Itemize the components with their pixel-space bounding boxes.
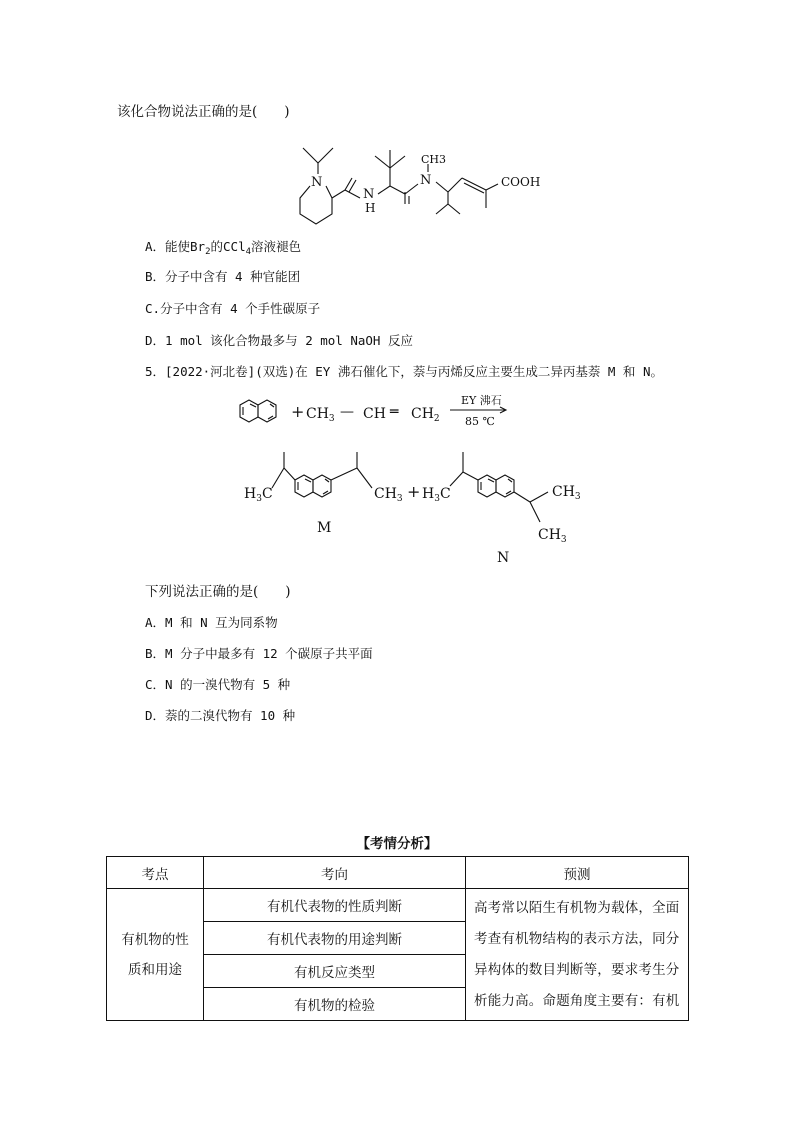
q5-label-n: N: [497, 550, 510, 566]
q5-m-ch3: $CH_3$: [374, 486, 403, 504]
q5-option-d[interactable]: D．萘的二溴代物有 10 种: [145, 708, 296, 723]
q5-option-c[interactable]: C．N 的一溴代物有 5 种: [145, 677, 291, 692]
table-row: [107, 889, 689, 922]
analysis-point-line1: 有机物的性: [121, 931, 189, 948]
direction-1: 有机代表物的性质判断: [204, 889, 466, 922]
header-direction: 考向: [204, 857, 466, 889]
q4-option-a-mid: 的: [210, 239, 224, 254]
q4-option-a-post: 溶液褪色: [251, 239, 302, 254]
header-prediction: 预测: [466, 857, 689, 889]
header-point: 考点: [107, 857, 204, 889]
q4-structure-diagram: [0, 138, 794, 238]
q4-stem: 该化合物说法正确的是( ): [117, 104, 290, 120]
q4-option-a-br: Br: [190, 239, 206, 254]
direction-2: 有机代表物的用途判断: [204, 922, 466, 955]
q5-catalyst: EY 沸石: [461, 394, 502, 407]
direction-3: 有机反应类型: [204, 955, 466, 988]
q5-n-ch3-bottom: $CH_3$: [538, 527, 567, 545]
q4-option-a[interactable]: [145, 238, 301, 261]
q5-n-ch3-top: $CH_3$: [552, 484, 581, 502]
q5-label-m: M: [317, 520, 332, 536]
q4-option-b[interactable]: B．分子中含有 4 种官能团: [145, 269, 301, 284]
analysis-table: [106, 856, 689, 1021]
q5-stem2: 下列说法正确的是( ): [145, 584, 291, 600]
q5-propene-double: ═: [390, 404, 399, 420]
q4-option-c[interactable]: C.分子中含有 4 个手性碳原子: [145, 301, 321, 316]
q4-option-d[interactable]: D．1 mol 该化合物最多与 2 mol NaOH 反应: [145, 333, 413, 348]
q5-m-h3c: $H_3C$: [244, 486, 273, 504]
q4-n-label: N: [311, 175, 323, 190]
q4-nh-n: N: [363, 187, 375, 202]
analysis-header-row: [107, 857, 689, 889]
q5-reaction-plus: +: [291, 402, 305, 421]
direction-4: 有机物的检验: [204, 988, 466, 1021]
analysis-title: 【考情分析】: [356, 836, 438, 852]
q5-option-b[interactable]: B．M 分子中最多有 12 个碳原子共平面: [145, 646, 373, 661]
q4-cooh-label: COOH: [501, 175, 541, 189]
analysis-point: [107, 889, 204, 1021]
q4-option-a-br-sub: 2: [205, 247, 211, 257]
analysis-point-line2: 质和用途: [128, 961, 182, 978]
q5-propene-ch3: $CH_3$: [306, 406, 335, 424]
q5-option-a[interactable]: A．M 和 N 互为同系物: [145, 615, 278, 630]
q5-stem: 5．[2022·河北卷](双选)在 EY 沸石催化下，萘与丙烯反应主要生成二异丙基萘 M 和 N。: [145, 364, 663, 379]
q4-option-a-ccl-sub: 4: [245, 247, 252, 257]
q5-n-h3c: $H_3C$: [422, 486, 451, 504]
q5-products-plus: +: [407, 482, 421, 501]
q5-temperature: 85 ℃: [465, 415, 495, 428]
q5-propene-ch2: $CH_2$: [411, 406, 440, 424]
q5-propene-dash: —: [340, 404, 354, 420]
q4-option-a-pre: A．能使: [145, 239, 191, 254]
q4-n-methyl-label: N: [420, 173, 432, 188]
analysis-prediction: 高考常以陌生有机物为载体，全面考查有机物结构的表示方法，同分异构体的数目判断等，要求考生分析能力高。命题角度主要有：有机: [466, 889, 689, 1021]
q4-option-a-ccl: CCl: [223, 239, 246, 254]
q4-nh-h: H: [365, 201, 376, 215]
q5-reaction-diagram: [0, 390, 794, 566]
q5-propene-ch: CH: [363, 406, 386, 422]
q4-methyl-label: CH3: [421, 153, 447, 166]
